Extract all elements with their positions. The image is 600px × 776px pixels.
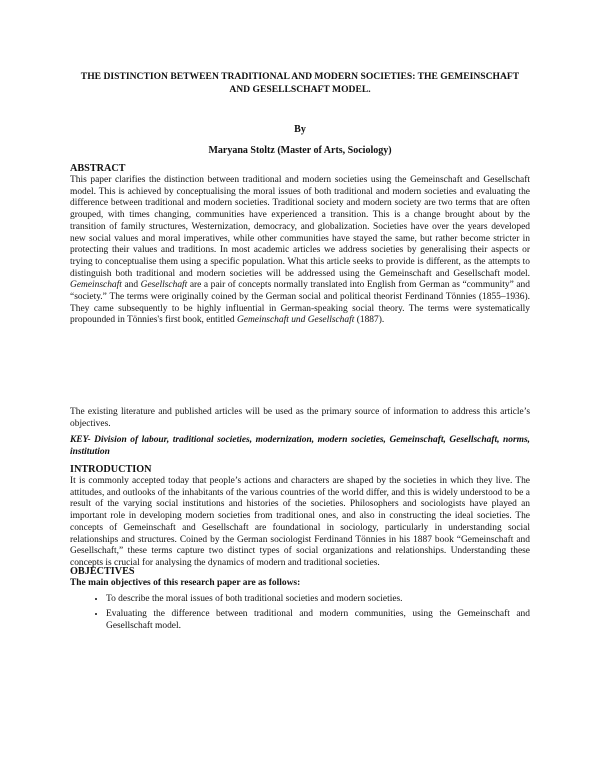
objective-item: • Evaluating the difference between traditional and modern communities, using the Gemeinschaft and Gesellschaft model. (106, 609, 530, 632)
term-gesellschaft: Gesellschaft (140, 280, 188, 291)
objectives-lead: The main objectives of this research paper are as follows: (70, 578, 301, 588)
objective-item: • To describe the moral issues of both traditional societies and modern societies. (106, 594, 530, 606)
keywords-block (70, 435, 530, 458)
term-gemeinschaft: Gemeinschaft (70, 280, 122, 291)
abstract-paragraph-2-block (70, 407, 530, 430)
abstract-paragraph-1 (70, 175, 530, 327)
abstract-section (70, 163, 530, 327)
objectives-list (70, 594, 530, 633)
introduction-heading: INTRODUCTION (70, 464, 152, 475)
abstract-and: and (121, 280, 141, 291)
abstract-text-part-2: are a pair of concepts normally translated into English from German as “community” and “society.” The terms were originally coined by the German social and political theorist Ferdinand Tönnies (1855–1936). They came subsequently to be highly influential in German-speaking social theory. The terms were systematically propounded in Tönnies's first book, entitled (70, 280, 530, 326)
objectives-section (70, 566, 530, 637)
objectives-heading: OBJECTIVES (70, 566, 135, 577)
keywords: KEY- Division of labour, traditional societies, modernization, modern societies, Gemeinschaft, Gesellschaft, norms, institution (70, 435, 530, 457)
abstract-paragraph-2: The existing literature and published articles will be used as the primary source of information to address this article’s objectives. (70, 407, 530, 429)
abstract-heading: ABSTRACT (70, 163, 126, 174)
by-line: By (294, 124, 306, 135)
paper-title: THE DISTINCTION BETWEEN TRADITIONAL AND MODERN SOCIETIES: THE GEMEINSCHAFT AND GESELLSCHAFT MODEL. (80, 71, 520, 95)
abstract-text-part-1: This paper clarifies the distinction between traditional and modern societies using the Gemeinschaft and Gesellschaft model. This is achieved by conceptualising the moral issues of both traditional and modern societies and evaluating the difference between traditional and modern societies. Traditional society and modern society are two terms that are often grouped, with times changing, communities have experienced a transition. This is a change brought about by the transition of family structures, Westernization, democracy, and globalization. Societies have over the years developed new social values and moral imperatives, while other communities have stayed the same, but rather become stricter in protecting their values and traditions. In most academic articles we address societies by generalising their aspects or trying to conceptualise them using a specific population. What this article seeks to provide is different, as the attempts to distinguish both traditional and modern societies will be addressed using the Gemeinschaft and Gesellschaft model. (70, 175, 530, 279)
abstract-text-end: (1887). (354, 315, 385, 326)
book-title: Gemeinschaft und Gesellschaft (236, 315, 355, 326)
introduction-section (70, 464, 530, 570)
introduction-text: It is commonly accepted today that people’s actions and characters are shaped by the societies in which they live. The attitudes, and outlooks of the inhabitants of the various countries of the world differ, and this is widely understood to be a result of the varying social institutions and histories of the societies. Philosophers and sociologists have played an important role in developing modern societies from traditional ones, and also in constructing the ideal societies. The concepts of Gemeinschaft and Gesellschaft are foundational in sociology, particularly in understanding social relationships and structures. Coined by the German sociologist Ferdinand Tönnies in his 1887 book “Gemeinschaft and Gesellschaft,” these terms capture two distinct types of social organizations and relationships. Understanding these concepts is crucial for analysing the dynamics of modern and traditional societies. (70, 476, 530, 568)
author-line: Maryana Stoltz (Master of Arts, Sociology) (208, 145, 392, 156)
